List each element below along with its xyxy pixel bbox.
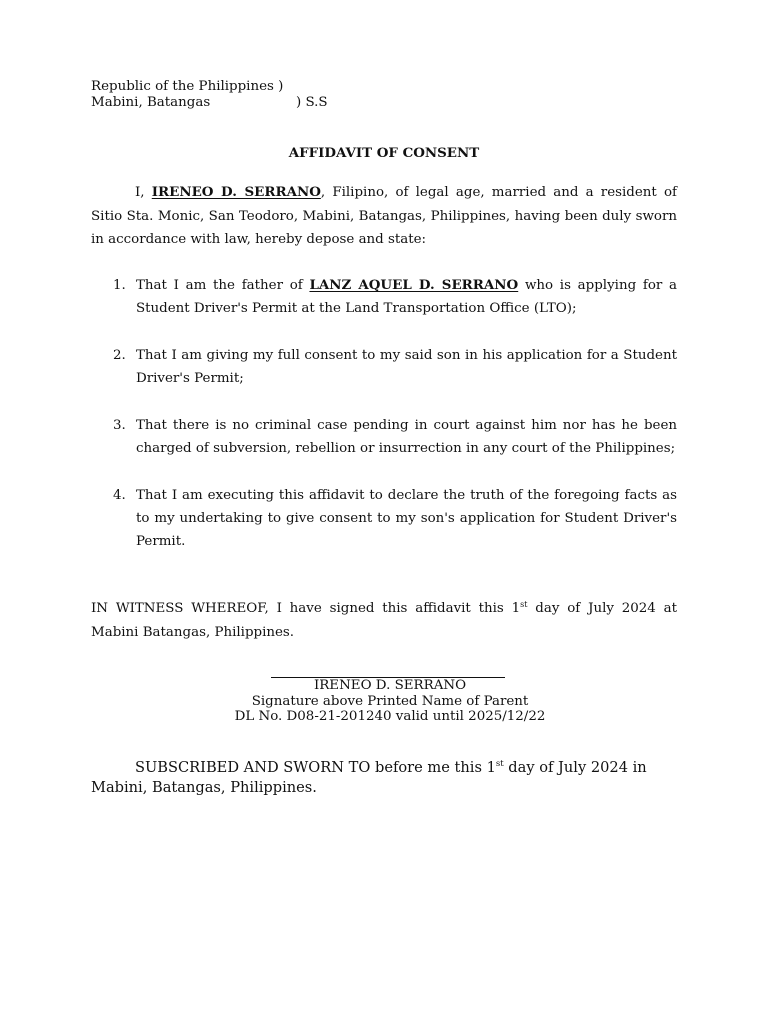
intro-lead: I, (135, 185, 152, 200)
statement-item (91, 344, 677, 390)
venue-line-1 (91, 79, 283, 95)
intro-paragraph (91, 181, 677, 252)
venue-block (91, 79, 328, 111)
statement-text: That I am executing this affidavit to declare the truth of the foregoing facts as to my undertaking to give consent to my son's application for Student Driver's Permit. (136, 488, 677, 549)
statement-number: 3. (113, 418, 126, 433)
affiant-name: IRENEO D. SERRANO (151, 184, 321, 200)
statement-text-post: who is applying for a Student Driver's Permit at the Land Transportation Office (LTO); (136, 278, 677, 316)
statement-number: 1. (113, 278, 126, 293)
jurat-text-post: day of July 2024 in Mabini, Batangas, Philippines. (91, 759, 647, 796)
jurat-text-pre: SUBSCRIBED AND SWORN TO before me this 1 (135, 759, 496, 776)
jurat-paragraph (91, 758, 691, 798)
venue-municipality: Mabini, Batangas (91, 95, 211, 110)
statement-list (91, 274, 677, 577)
statement-number: 2. (113, 348, 126, 363)
drivers-license-number: DL No. D08-21-201240 valid until 2025/12/22 (234, 709, 546, 724)
witness-paragraph (91, 597, 677, 644)
statement-text-pre: That I am the father of (136, 278, 310, 293)
intro-rest: , Filipino, of legal age, married and a resident of Sitio Sta. Monic, San Teodoro, Mabini, Batangas, Philippines, having been duly sworn in accordance with law, hereby depose and state: (91, 185, 677, 247)
statement-item (91, 414, 677, 460)
statement-text: That there is no criminal case pending in court against him nor has he been charged of subversion, rebellion or insurrection in any court of the Philippines; (136, 418, 677, 456)
venue-line-2 (91, 95, 328, 111)
signatory-name: IRENEO D. SERRANO (313, 678, 467, 693)
witness-ordinal: st (520, 600, 528, 609)
venue-country: Republic of the Philippines ) (91, 79, 284, 94)
son-name: LANZ AQUEL D. SERRANO (309, 277, 519, 293)
statement-item (91, 274, 677, 320)
statement-text: That I am giving my full consent to my said son in his application for a Student Driver's Permit; (136, 348, 677, 386)
witness-text-post: day of July 2024 at Mabini Batangas, Philippines. (91, 601, 677, 640)
document-title: AFFIDAVIT OF CONSENT (288, 145, 480, 161)
signature-caption: Signature above Printed Name of Parent (251, 693, 529, 709)
witness-text-pre: IN WITNESS WHEREOF, I have signed this affidavit this 1 (91, 601, 521, 616)
venue-ss: ) S.S (296, 95, 328, 110)
jurat-ordinal: st (495, 759, 504, 769)
statement-number: 4. (113, 488, 126, 503)
signature-block (190, 678, 590, 725)
statement-item (91, 484, 677, 553)
